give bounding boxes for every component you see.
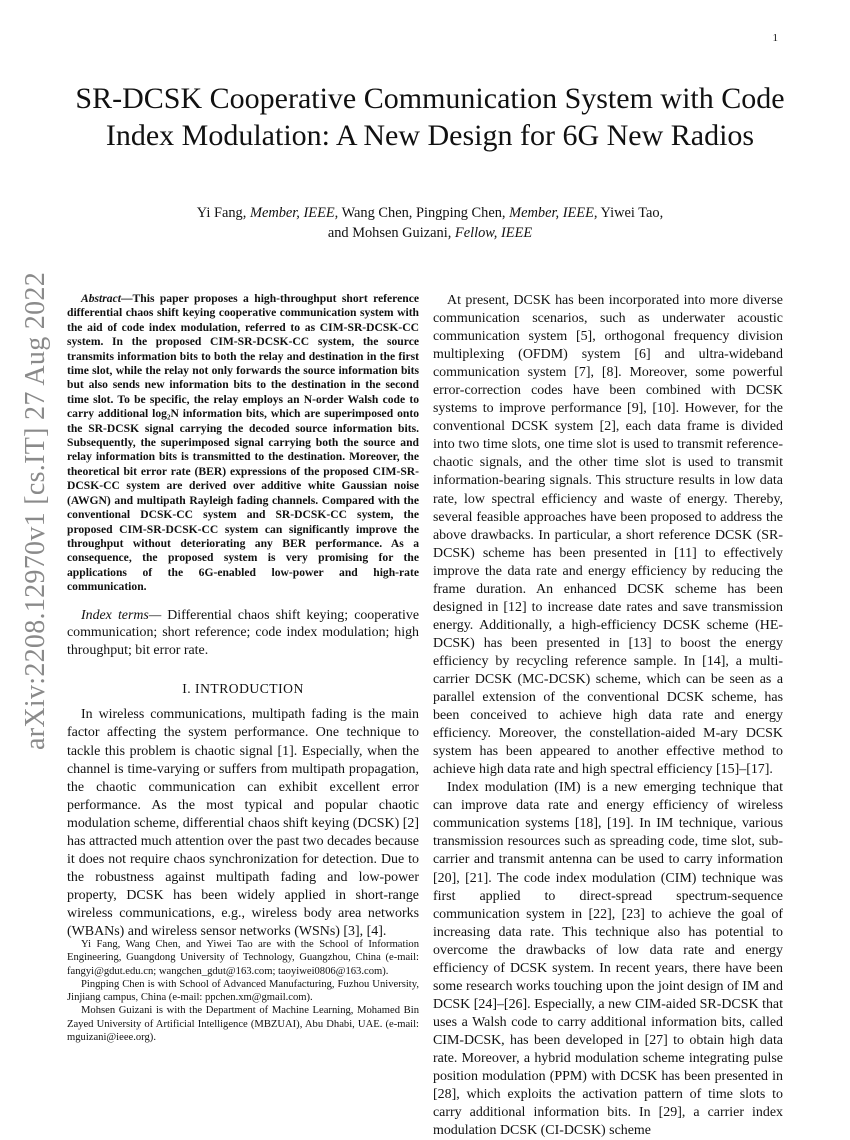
right-column: [433, 292, 783, 1140]
arxiv-stamp[interactable]: arXiv:2208.12970v1 [cs.IT] 27 Aug 2022: [20, 271, 51, 750]
author-text: , Wang Chen, Pingping Chen,: [334, 205, 510, 221]
body-paragraph: Index modulation (IM) is a new emerging technique that can improve data rate and energy efficiency of wireless communication systems [18], [19]. In IM technique, various transmission resources such as spreading code, time slot, sub-carrier and transmit antenna can be used to carry information [20], [21]. The code index modulation (CIM) technique was first applied to direct-spread spectrum-sequence communication system in [22], [23] to achieve the goal of increasing data rate. This technique also has potential to overcome the drawbacks of low data rate and energy efficiency of DCSK system. In recent years, there have been some research works touching upon the joint design of IM and DCSK [24]–[26]. Especially, a new CIM-aided SR-DCSK that uses a Walsh code to carry additional information bits, called CIM-DCSK, has been developed in [27] to obtain high data rate. Moreover, a hybrid modulation scheme integrating pulse position modulation (PPM) with DCSK has been presented in [28], which exploits the activation pattern of time slots to carry additional information bits. In [29], a carrier index modulation DCSK (CI-DCSK) scheme: [433, 780, 783, 1139]
footnote: Yi Fang, Wang Chen, and Yiwei Tao are with the School of Information Engineering, Guangdong University of Technology, Guangzhou, China (e-mail: fangyi@gdut.edu.cn; wangchen_gdut@163.com; taoyiwei0806@163.com).: [67, 939, 419, 977]
abstract: [67, 292, 419, 595]
footnote: Mohsen Guizani is with the Department of Machine Learning, Mohamed Bin Zayed University of Artificial Intelligence (MBZUAI), Abu Dhabi, UAE. (e-mail: mguizani@ieee.org).: [67, 1005, 419, 1044]
author-membership: Member, IEEE: [509, 205, 594, 221]
author-membership: Fellow, IEEE: [454, 225, 533, 241]
intro-paragraph: In wireless communications, multipath fading is the main factor affecting the system performance. One technique to tackle this problem is chaotic signal [1]. Especially, when the channel is time-varying or suffers from multipath propagation, the chaotic communication can exhibit excellent error performance. As the most typical and popular chaotic modulation scheme, differential chaos shift keying (DCSK) [2] has attracted much attention over the past two decades because it does not require chaos synchronization for detection. Due to the robustness against multipath fading and low-power property, DCSK has been widely applied in short-range wireless communications, e.g., wireless body area networks (WBANs) and wireless sensor networks (WSNs) [3], [4].: [67, 707, 419, 940]
index-terms-label: Index terms—: [81, 607, 162, 623]
page-number: 1: [772, 32, 778, 44]
paper-title: SR-DCSK Cooperative Communication System with Code Index Modulation: A New Design for 6G New Radios: [75, 82, 785, 152]
author-line-2: [110, 223, 750, 243]
abstract-label: Abstract: [81, 292, 121, 305]
abstract-text: —This paper proposes a high-throughput short reference differential chaos shift keying cooperative communication system with the aid of code index modulation, referred to as CIM-SR-DCSK-CC system. In the proposed CIM-SR-DCSK-CC system, the source transmits information bits to both the relay and destination in the first time slot, while the relay not only forwards the source information bits but also sends new information bits to the destination in the second time slot. To be specific, the relay employs an N-order Walsh code to carry additional log₂N information bits, which are superimposed onto the SR-DCSK signal carrying the decoded source information bits. Subsequently, the superimposed signal carrying both the source and relay information bits is transmitted to the destination. Moreover, the theoretical bit error rate (BER) expressions of the proposed CIM-SR-DCSK-CC system are derived over additive white Gaussian noise (AWGN) and multipath Rayleigh fading channels. Compared with the conventional DCSK-CC system and SR-DCSK-CC system, the proposed CIM-SR-DCSK-CC system can significantly improve the throughput without deteriorating any BER performance. As a consequence, the proposed system is very promising for the applications of the 6G-enabled low-power and high-rate communication.: [67, 292, 419, 594]
index-terms: [67, 607, 419, 660]
author-text: Yi Fang,: [196, 205, 250, 221]
footnote: Pingping Chen is with School of Advanced Manufacturing, Fuzhou University, Jinjiang campus, China (e-mail: ppchen.xm@gmail.com).: [67, 978, 419, 1004]
author-membership: Member, IEEE: [249, 205, 335, 221]
author-line-1: [110, 203, 750, 223]
index-terms-text: Differential chaos shift keying; cooperative communication; short reference; code index modulation; high throughput; bit error rate.: [67, 607, 419, 658]
section-heading: I. INTRODUCTION: [182, 681, 304, 697]
author-text: , Yiwei Tao,: [593, 205, 664, 221]
footnotes: [67, 938, 419, 1044]
author-text: and Mohsen Guizani,: [327, 225, 455, 241]
author-list: [110, 203, 750, 243]
body-paragraph: At present, DCSK has been incorporated into more diverse communication scenarios, such as underwater acoustic communication system [5], orthogonal frequency division multiplexing (OFDM) system [6] and ultra-wideband communication system [7], [8]. Moreover, some powerful error-correction codes have been combined with DCSK systems to improve performance [9], [10]. However, for the conventional DCSK system [2], each data frame is divided into two time slots, one time slot is used to transmit reference-chaotic signals, and the other time slot is used to transmit information-bearing signals. This structure results in low data rate, low spectral efficiency and waste of energy. Thereby, several feasible approaches have been proposed to address the above drawbacks. In particular, a short reference DCSK (SR-DCSK) scheme has been presented in [11] to effectively improve the data rate and energy efficiency by reducing the frame duration. An enhanced DCSK scheme has been designed in [12] to increase date rates and save transmission energy. Additionally, a high-efficiency DCSK scheme (HE-DCSK) has been presented in [13] to boost the energy efficiency by recycling reference sample. In [14], a multi-carrier DCSK (MC-DCSK) scheme, which can be seen as a parallel extension of the conventional DCSK scheme, has been conceived to achieve high data rate and energy efficiency. Moreover, the constellation-aided M-ary DCSK system has been appeared to another effective method to achieve high data rate and high spectral efficiency [15]–[17].: [433, 293, 783, 778]
left-column: [67, 292, 419, 942]
